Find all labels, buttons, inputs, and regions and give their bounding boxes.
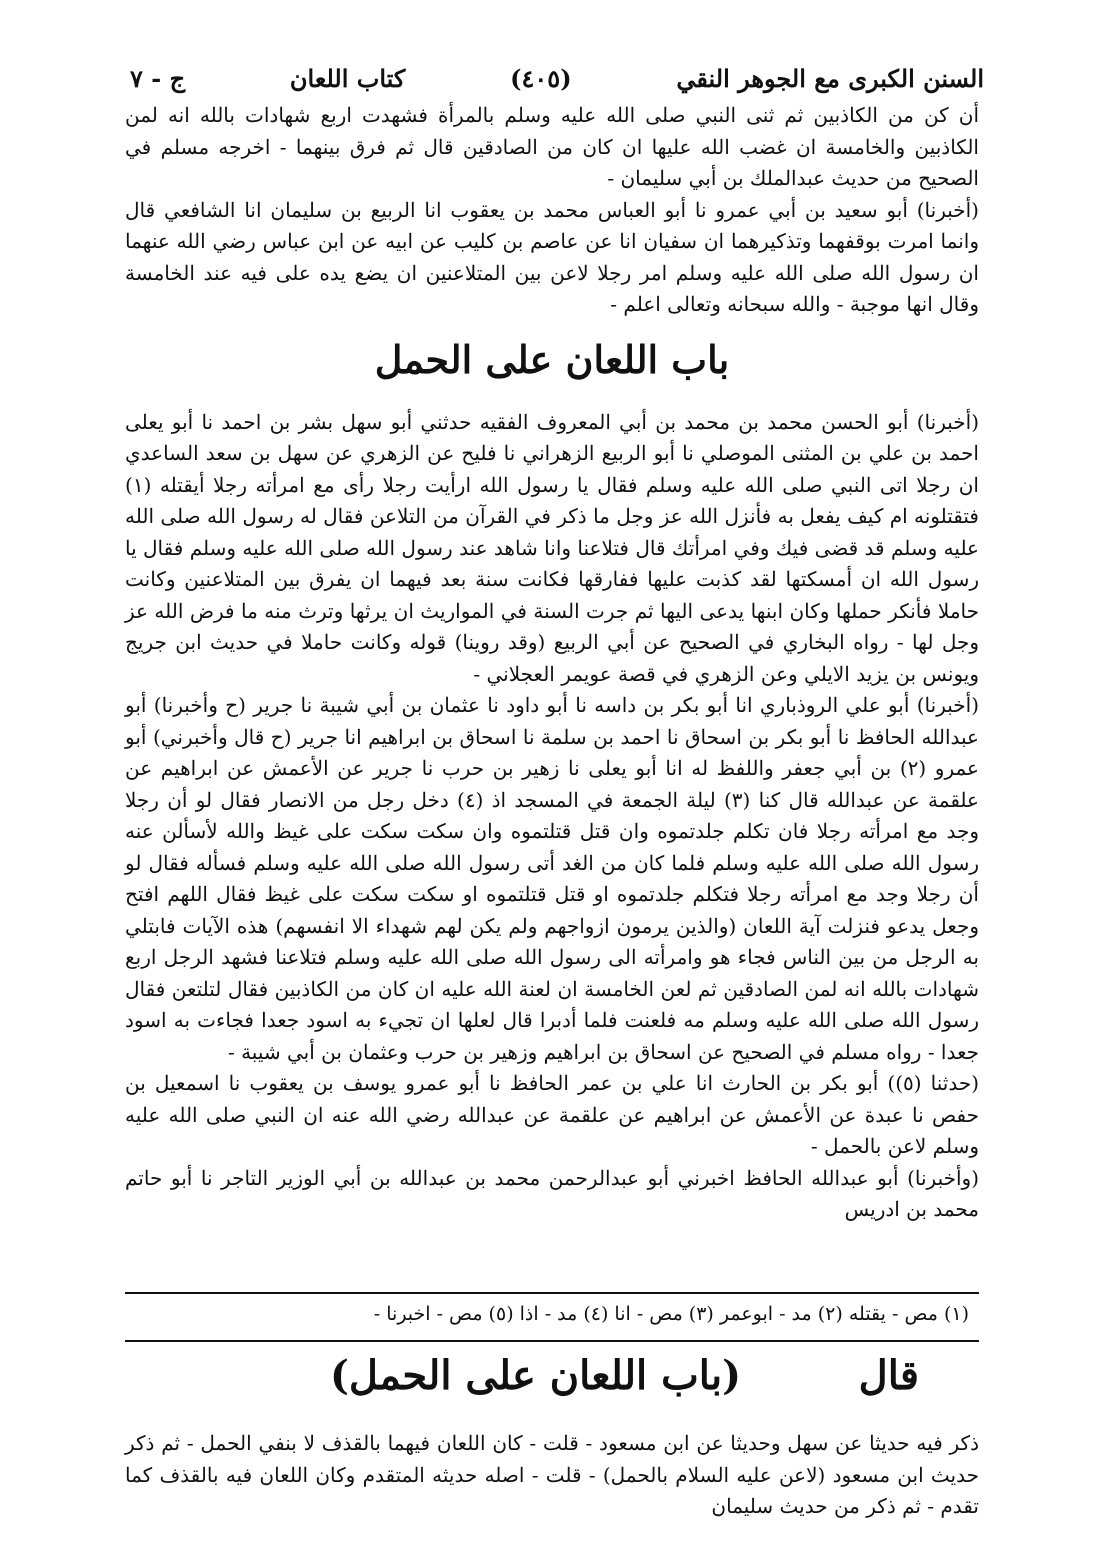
page-header [130, 58, 984, 98]
commentary-header [330, 1345, 919, 1405]
commentary-text [125, 1428, 979, 1523]
commentary-title: (باب اللعان على الحمل) [330, 1351, 741, 1399]
paragraph: (وأخبرنا) أبو عبدالله الحافظ اخبرني أبو عبدالرحمن محمد بن عبدالله بن أبي الوزير التاجر نا أبو حاتم محمد بن ادريس [125, 1165, 979, 1221]
paragraph: (أخبرنا) أبو الحسن محمد بن محمد بن أبي المعروف الفقيه حدثني أبو سهل بشر بن احمد نا أبو يعلى احمد بن علي بن المثنى الموصلي نا أبو الربيع الزهراني نا فليح عن الزهري عن سهل بن سعد الساعدي ان رجلا اتى النبي صلى الله عليه وسلم فقال يا رسول الله ارأيت رجلا رأى مع امرأته رجلا أيقتله (١) فتقتلونه ام كيف يفعل به فأنزل الله عز وجل ما ذكر في القرآن من التلاعن فقال له رسول الله صلى الله عليه وسلم قد قضى فيك وفي امرأتك قال فتلاعنا وانا شاهد عند رسول الله صلى الله عليه وسلم فقال يا رسول الله ان أمسكتها لقد كذبت عليها ففارقها فكانت سنة بعد فيهما ان يفرق بين المتلاعنين وكانت حاملا فأنكر حملها وكان ابنها يدعى اليها ثم جرت السنة في المواريث ان يرثها وترث منه ما فرض الله عز وجل لها - رواه البخاري في الصحيح عن أبي الربيع (وقد روينا) قوله وكانت حاملا في حديث ابن جريج ويونس بن يزيد الايلي وعن الزهري في قصة عويمر العجلاني - [125, 409, 979, 686]
page-number: (٤٠٥) [510, 63, 572, 93]
footnotes: (١) مص - يقتله (٢) مد - ابوعمر (٣) مص - انا (٤) مد - اذا (٥) مص - اخبرنا - [373, 1303, 969, 1325]
commentary-qal: قال [858, 1351, 919, 1399]
chapter-title: كتاب اللعان [289, 63, 406, 93]
paragraph: (أخبرنا) أبو سعيد بن أبي عمرو نا أبو العباس محمد بن يعقوب انا الربيع بن سليمان انا الشافعي قال وانما امرت بوقفهما وتذكيرهما ان سفيان انا عن عاصم بن كليب عن ابيه عن ابن عباس رضي الله عنهما ان رسول الله صلى الله عليه وسلم امر رجلا لاعن بين المتلاعنين ان يضع يده على فيه عند الخامسة وقال انها موجبة - والله سبحانه وتعالى اعلم - [125, 197, 979, 316]
volume-number: ج - ٧ [130, 63, 186, 93]
footnote-divider [125, 1292, 979, 1294]
paragraph: أن كن من الكاذبين ثم ثنى النبي صلى الله عليه وسلم بالمرأة فشهدت اربع شهادات بالله انه لمن الكاذبين والخامسة ان غضب الله عليها ان كان من الصادقين قال ثم فرق بينهما - اخرجه مسلم في الصحيح من حديث عبدالملك بن أبي سليمان - [125, 103, 979, 190]
book-title: السنن الكبرى مع الجوهر النقي [676, 63, 984, 93]
paragraph: (أخبرنا) أبو علي الروذباري انا أبو بكر بن داسه نا أبو داود نا عثمان بن أبي شيبة نا جرير (ح وأخبرنا) أبو عبدالله الحافظ نا أبو بكر بن اسحاق نا احمد بن سلمة نا اسحاق بن ابراهيم انا جرير (ح قال وأخبرني) أبو عمرو (٢) بن أبي جعفر واللفظ له انا أبو يعلى نا زهير بن حرب نا جرير عن الأعمش عن ابراهيم عن علقمة عن عبدالله قال كنا (٣) ليلة الجمعة في المسجد اذ (٤) دخل رجل من الانصار فقال لو أن رجلا وجد مع امرأته رجلا فان تكلم جلدتموه وان قتل قتلتموه وان سكت سكت على غيظ والله لأسألن عنه رسول الله صلى الله عليه وسلم فلما كان من الغد أتى رسول الله صلى الله عليه وسلم فسأله فقال لو أن رجلا وجد مع امرأته رجلا فتكلم جلدتموه او قتل قتلتموه او سكت سكت على غيظ فقال اللهم افتح وجعل يدعو فنزلت آية اللعان (والذين يرمون ازواجهم ولم يكن لهم شهداء الا انفسهم) هذه الآيات فابتلي به الرجل من بين الناس فجاء هو وامرأته الى رسول الله صلى الله عليه وسلم فتلاعنا فشهد الرجل اربع شهادات بالله انه لمن الصادقين ثم لعن الخامسة ان لعنة الله عليه ان كان من الكاذبين فقال لتلتعن فقال رسول الله صلى الله عليه وسلم مه فلعنت فلما أدبرا قال لعلها ان تجيء به اسود جعدا فجاءت به اسود جعدا - رواه مسلم في الصحيح عن اسحاق بن ابراهيم وزهير بن حرب وعثمان بن أبي شيبة - [125, 693, 980, 1064]
main-text [125, 100, 979, 1226]
paragraph: ذكر فيه حديثا عن سهل وحديثا عن ابن مسعود - قلت - كان اللعان فيهما بالقذف لا بنفي الحمل - ثم ذكر حديث ابن مسعود (لاعن عليه السلام بالحمل) - قلت - اصله حديثه المتقدم وكان اللعان فيه بالقذف كما تقدم - ثم ذكر من حديث سليمان [125, 1431, 979, 1518]
section-title: باب اللعان على الحمل [374, 336, 730, 382]
commentary-divider [125, 1340, 979, 1342]
paragraph: (حدثنا (٥)) أبو بكر بن الحارث انا علي بن عمر الحافظ نا أبو عمرو يوسف بن يعقوب نا اسمعيل بن حفص نا عبدة عن الأعمش عن ابراهيم عن علقمة عن عبدالله رضي الله عنه ان النبي صلى الله عليه وسلم لاعن بالحمل - [125, 1071, 979, 1158]
